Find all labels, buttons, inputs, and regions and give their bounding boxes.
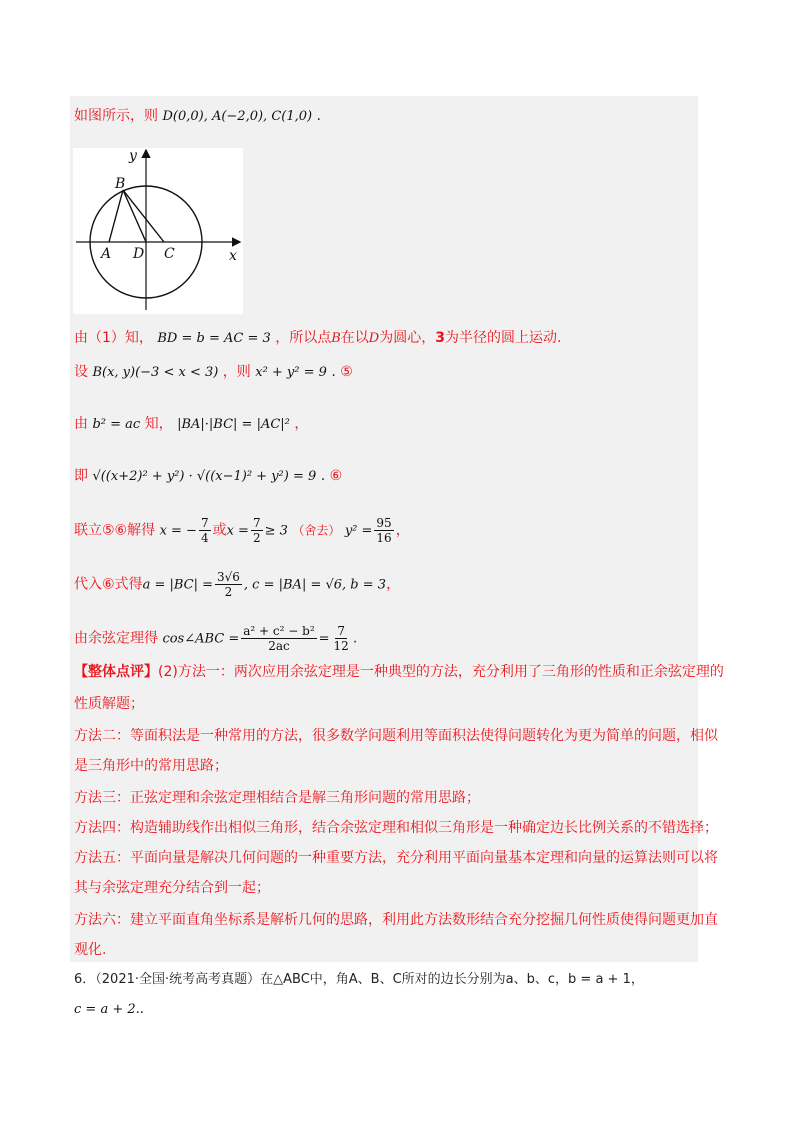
comma: ， bbox=[386, 576, 401, 593]
text: ，所以点 bbox=[275, 330, 332, 346]
fraction-7-2 bbox=[251, 516, 263, 545]
a-formula: a = |BC| = bbox=[142, 577, 213, 593]
solution-line-7 bbox=[74, 570, 400, 599]
text: 设 bbox=[74, 364, 88, 380]
comment-text: 方法二：等面积法是一种常用的方法，很多数学问题利用等面积法使得问题转化为更为简单的问题，相似 bbox=[74, 728, 718, 744]
fraction-cosine-law bbox=[241, 624, 316, 653]
label-b: B bbox=[115, 176, 126, 192]
comment-line-7 bbox=[74, 848, 718, 868]
cos-formula: cos∠ABC = bbox=[162, 631, 240, 647]
label-x: x bbox=[229, 248, 237, 264]
label-a: A bbox=[101, 246, 112, 262]
point-b-formula: B(x, y)(−3 < x < 3) bbox=[92, 365, 219, 380]
bd-formula: BD = b = AC = 3 bbox=[157, 331, 271, 346]
numerator: 3√6 bbox=[217, 570, 240, 584]
comment-text: 其与余弦定理充分结合到一起； bbox=[74, 880, 270, 896]
text: 在以 bbox=[340, 330, 369, 346]
point-b: B bbox=[331, 331, 341, 346]
denominator: 12 bbox=[333, 639, 349, 653]
comment-text: 观化. bbox=[74, 942, 107, 958]
numerator: 95 bbox=[376, 516, 392, 530]
comment-line-1 bbox=[74, 662, 724, 682]
coordinates-formula: D(0,0), A(−2,0), C(1,0) bbox=[162, 109, 313, 124]
equation-marker-6: ⑥ bbox=[329, 468, 343, 484]
solution-line-1 bbox=[74, 106, 321, 127]
comment-line-9 bbox=[74, 910, 718, 930]
comment-text: (2)方法一：两次应用余弦定理是一种典型的方法，充分利用了三角形的性质和正余弦定理的 bbox=[158, 664, 724, 680]
label-c: C bbox=[164, 246, 175, 262]
comment-text: 方法六：建立平面直角坐标系是解析几何的思路，利用此方法数形结合充分挖掘几何性质使得问题更加直 bbox=[74, 912, 718, 928]
comment-line-5 bbox=[74, 788, 480, 808]
text: 代入⑥式得 bbox=[74, 576, 143, 593]
comment-line-2 bbox=[74, 694, 144, 714]
discard-note: （舍去） bbox=[292, 523, 341, 538]
denominator: 2ac bbox=[268, 639, 290, 653]
intro-text: 如图所示，则 bbox=[74, 108, 158, 124]
fraction-7-12 bbox=[332, 624, 351, 653]
text: 联立⑤⑥解得 bbox=[74, 522, 156, 539]
inequality: ≥ 3 bbox=[264, 523, 288, 539]
text: 由（1）知， bbox=[74, 330, 153, 346]
fraction-95-16 bbox=[374, 516, 393, 545]
equals: = bbox=[318, 631, 330, 647]
question-text: 6．（2021·全国·统考高考真题）在△ABC中，角A、B、C所对的边长分别为a、b、c，b = a + 1， bbox=[74, 972, 644, 987]
point-d: D bbox=[368, 331, 380, 346]
text: 知， bbox=[144, 416, 173, 432]
solution-line-2 bbox=[74, 328, 561, 349]
text: 为圆心， bbox=[379, 330, 436, 346]
solution-line-4 bbox=[74, 414, 308, 435]
question-6-line-2 bbox=[74, 1000, 144, 1020]
numerator: 7 bbox=[252, 516, 261, 530]
solution-line-6 bbox=[74, 516, 410, 545]
question-6-line-1 bbox=[74, 970, 644, 990]
fraction-7-4 bbox=[199, 516, 211, 545]
comment-text: 是三角形中的常用思路； bbox=[74, 758, 228, 774]
numerator: a² + c² − b² bbox=[243, 624, 315, 638]
label-d: D bbox=[133, 246, 145, 262]
solution-line-5 bbox=[74, 466, 342, 487]
comment-line-6 bbox=[74, 818, 718, 838]
equation-marker-5: ⑤ bbox=[340, 364, 353, 380]
c-b-formula: , c = |BA| = √6, b = 3 bbox=[243, 577, 387, 593]
comment-line-8 bbox=[74, 878, 270, 898]
coordinate-diagram bbox=[73, 148, 243, 314]
text: 由 bbox=[74, 416, 88, 432]
radius-value: 3 bbox=[435, 330, 445, 346]
question-formula: c = a + 2.. bbox=[74, 1002, 144, 1017]
text: 由余弦定理得 bbox=[74, 630, 158, 647]
comma: ， bbox=[294, 416, 309, 432]
y-squared-equals: y² = bbox=[344, 523, 373, 539]
comment-heading: 【整体点评】 bbox=[74, 664, 158, 680]
label-y: y bbox=[129, 148, 137, 164]
x-equals: x = − bbox=[159, 523, 197, 539]
segment-bc bbox=[123, 190, 164, 242]
distance-product-formula: √((x+2)² + y²) · √((x−1)² + y²) = 9 bbox=[92, 469, 317, 484]
period: . bbox=[331, 364, 336, 380]
circle-equation: x² + y² = 9 bbox=[255, 365, 327, 380]
fraction-3sqrt6-2 bbox=[215, 570, 242, 599]
comment-text: 性质解题； bbox=[74, 696, 144, 712]
product-formula: |BA|·|BC| = |AC|² bbox=[177, 417, 290, 432]
numerator: 7 bbox=[337, 624, 345, 638]
comment-text: 方法五：平面向量是解决几何问题的一种重要方法，充分利用平面向量基本定理和向量的运算法则可以将 bbox=[74, 850, 718, 866]
denominator: 2 bbox=[252, 531, 261, 545]
comment-text: 方法三：正弦定理和余弦定理相结合是解三角形问题的常用思路； bbox=[74, 790, 480, 806]
text: 即 bbox=[74, 468, 88, 484]
comment-text: 方法四：构造辅助线作出相似三角形，结合余弦定理和相似三角形是一种确定边长比例关系的不错选择； bbox=[74, 820, 718, 836]
denominator: 4 bbox=[200, 531, 209, 545]
period: . bbox=[352, 630, 358, 647]
circle-figure bbox=[73, 148, 243, 314]
segment-bd bbox=[123, 190, 146, 242]
b-squared-formula: b² = ac bbox=[92, 417, 141, 432]
period: . bbox=[320, 468, 326, 484]
text: 或 bbox=[212, 522, 227, 539]
period: . bbox=[316, 108, 321, 124]
solution-line-3 bbox=[74, 362, 353, 383]
denominator: 2 bbox=[224, 585, 233, 599]
comma: ， bbox=[395, 522, 410, 539]
x-equals: x = bbox=[226, 523, 249, 539]
denominator: 16 bbox=[376, 531, 392, 545]
numerator: 7 bbox=[200, 516, 209, 530]
comment-line-3 bbox=[74, 726, 718, 746]
comment-line-10 bbox=[74, 940, 106, 960]
text: ，则 bbox=[222, 364, 251, 380]
solution-line-8 bbox=[74, 624, 357, 653]
text: 为半径的圆上运动. bbox=[444, 330, 562, 346]
comment-line-4 bbox=[74, 756, 228, 776]
